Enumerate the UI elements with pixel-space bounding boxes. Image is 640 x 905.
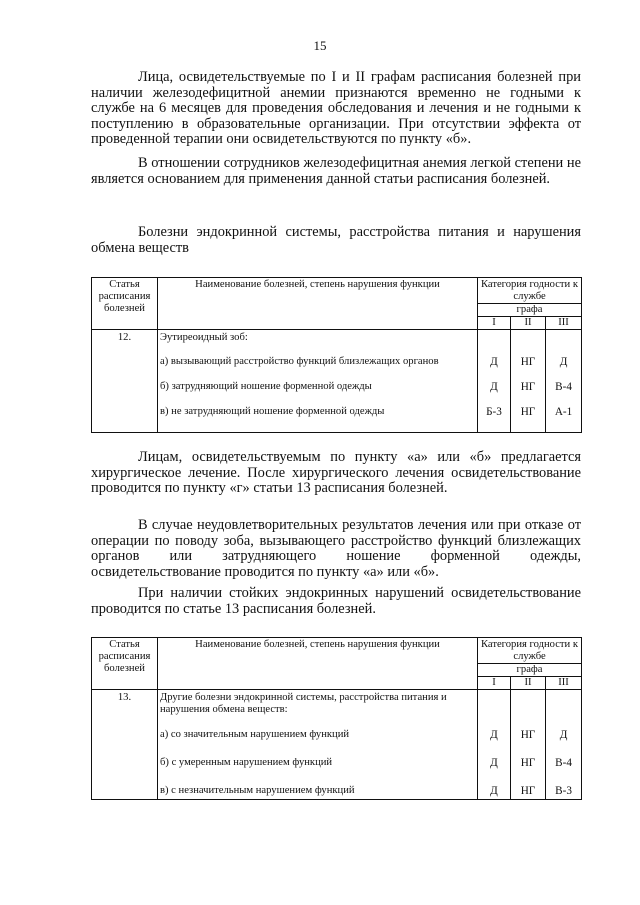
row-a-c2: НГ: [520, 729, 536, 741]
header-disease-name: Наименование болезней, степень нарушения функции: [158, 638, 478, 690]
row-a-c3: Д: [559, 729, 568, 741]
header-article: Статья расписания болезней: [92, 638, 158, 690]
row-b-c3: В-4: [555, 381, 572, 393]
row-c-text: в) с незначительным нарушением функций: [160, 785, 355, 796]
row-a-text: а) вызывающий расстройство функций близлежащих органов: [160, 356, 439, 367]
row-c-c1: Б-3: [486, 406, 502, 418]
row-c-c1: Д: [490, 785, 498, 797]
row-c-c2: НГ: [520, 785, 536, 797]
paragraph-mild-anemia: В отношении сотрудников железодефицитная анемия легкой степени не является основанием для применения данной статьи расписания болезней.: [91, 155, 581, 187]
article-number: 12.: [92, 330, 158, 433]
header-article: Статья расписания болезней: [92, 278, 158, 330]
header-col-1: I: [478, 317, 511, 330]
paragraph-persistent: При наличии стойких эндокринных нарушений освидетельствование проводится по статье 13 расписания болезней.: [91, 585, 581, 617]
row-c-text: в) не затрудняющий ношение форменной одежды: [160, 406, 385, 417]
header-col-1: I: [478, 677, 511, 690]
row-b-c3: В-4: [555, 757, 572, 769]
row-b-c1: Д: [490, 757, 498, 769]
header-category: Категория годности к службе: [478, 638, 582, 664]
row-b-text: б) с умеренным нарушением функций: [160, 757, 333, 768]
header-col-3: III: [546, 677, 582, 690]
category-col-3: [546, 690, 582, 800]
disease-title: Эутиреоидный зоб:: [160, 332, 248, 343]
row-c-c2: НГ: [520, 406, 536, 418]
category-col-2: [511, 330, 546, 433]
paragraph-unsatisfactory: В случае неудовлетворительных результатов лечения или при отказе от операции по поводу зоба, вызывающего расстройство функций близлежащих органов или затрудняющего ношение форменной одежды, освидетельствование проводится по пункту «а» или «б».: [91, 517, 581, 580]
row-b-text: б) затрудняющий ношение форменной одежды: [160, 381, 372, 392]
header-category: Категория годности к службе: [478, 278, 582, 304]
row-b-c2: НГ: [520, 757, 536, 769]
disease-description: [158, 330, 478, 433]
section-heading: Болезни эндокринной системы, расстройства питания и нарушения обмена веществ: [91, 224, 581, 256]
disease-title: Другие болезни эндокринной системы, расстройства питания и нарушения обмена веществ:: [160, 692, 447, 715]
disease-description: [158, 690, 478, 800]
row-b-c1: Д: [490, 381, 498, 393]
row-a-c2: НГ: [520, 356, 536, 368]
paragraph-surgery: Лицам, освидетельствуемым по пункту «а» или «б» предлагается хирургическое лечение. После хирургического лечения освидетельствование проводится по пункту «г» статьи 13 расписания болезней.: [91, 449, 581, 497]
header-grafa: графа: [478, 304, 582, 317]
row-c-c3: А-1: [554, 406, 573, 418]
disease-table-13: [91, 637, 582, 800]
row-b-c2: НГ: [520, 381, 536, 393]
disease-table-12: [91, 277, 582, 433]
row-a-c3: Д: [559, 356, 568, 368]
category-col-1: [478, 330, 511, 433]
header-col-2: II: [511, 677, 546, 690]
category-col-1: [478, 690, 511, 800]
article-number: 13.: [92, 690, 158, 800]
header-col-3: III: [546, 317, 582, 330]
header-col-2: II: [511, 317, 546, 330]
category-col-3: [546, 330, 582, 433]
category-col-2: [511, 690, 546, 800]
row-c-c3: В-3: [555, 785, 572, 797]
paragraph-anemia: Лица, освидетельствуемые по I и II графам расписания болезней при наличии железодефицитной анемии признаются временно не годными к службе на 6 месяцев для проведения обследования и лечения и не годными к поступлению в образовательные организации. При отсутствии эффекта от проведенной терапии они освидетельствуются по пункту «б».: [91, 69, 581, 148]
page-number: 15: [313, 38, 327, 53]
header-disease-name: Наименование болезней, степень нарушения функции: [158, 278, 478, 330]
row-a-text: а) со значительным нарушением функций: [160, 729, 350, 740]
header-grafa: графа: [478, 664, 582, 677]
row-a-c1: Д: [490, 356, 498, 368]
row-a-c1: Д: [490, 729, 498, 741]
